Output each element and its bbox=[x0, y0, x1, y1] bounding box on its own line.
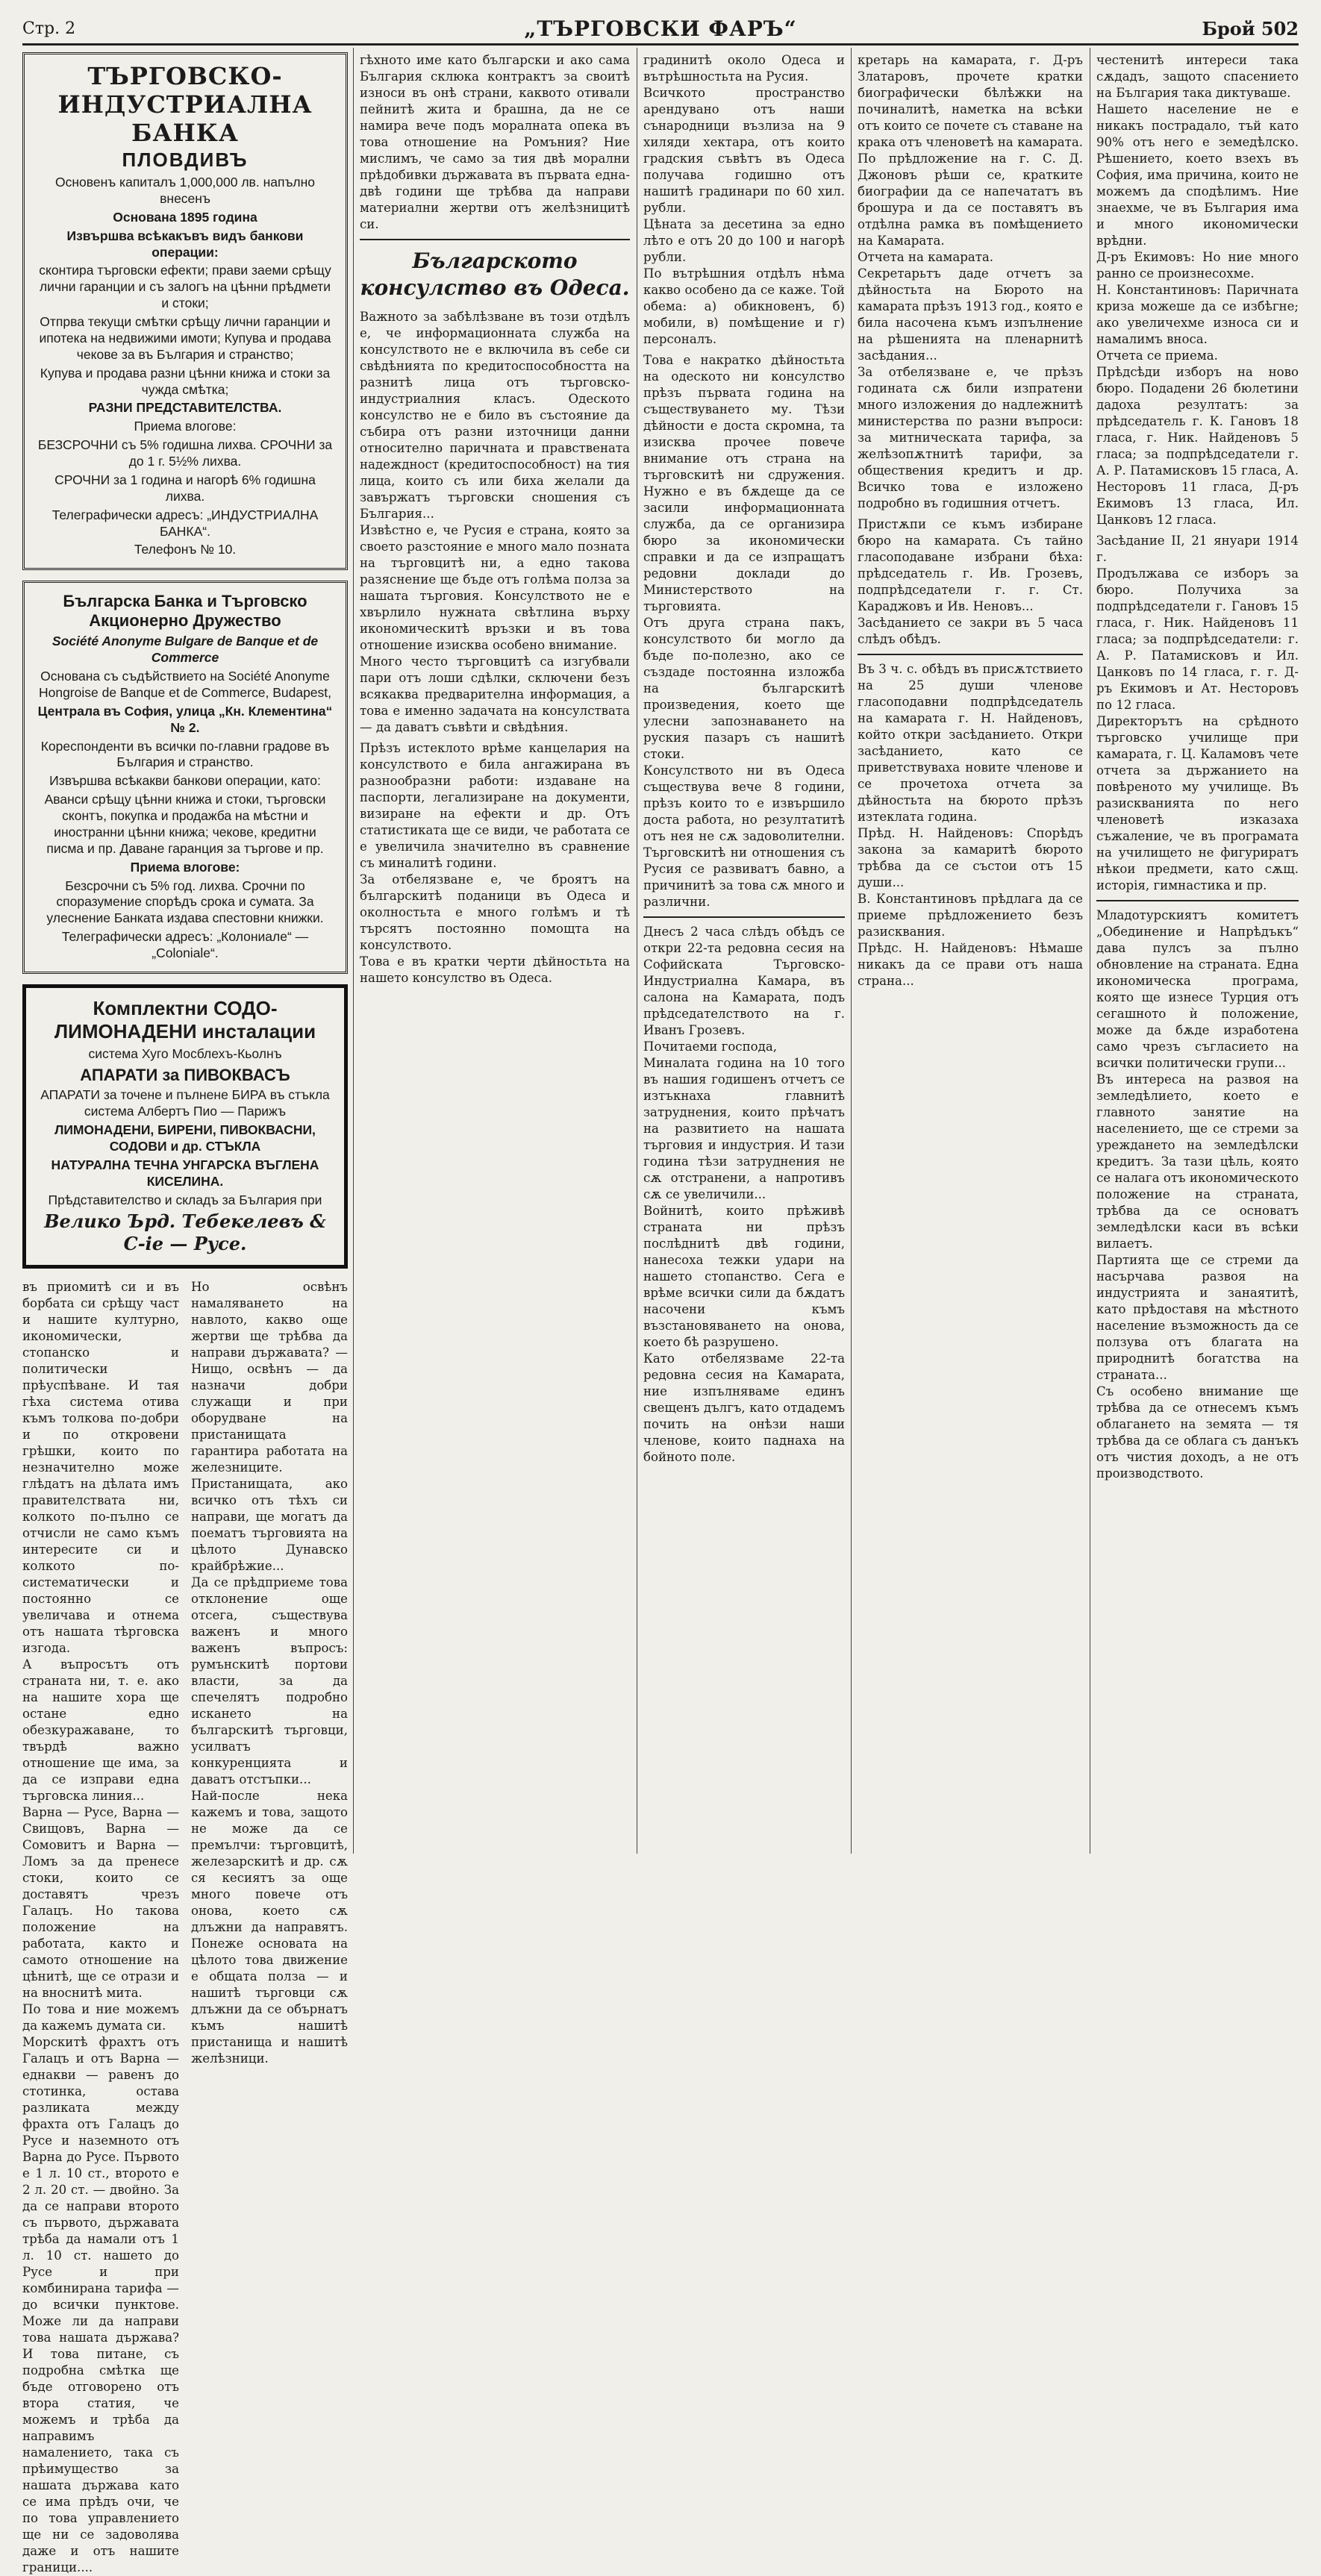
ad-city: ПЛОВДИВЪ bbox=[122, 149, 249, 171]
ad-title: ТЪРГОВСКО-ИНДУСТРИАЛНА БАНКА bbox=[57, 62, 313, 147]
column-4 bbox=[643, 52, 845, 1858]
article-text: въ приомитѣ си и въ борбата си срѣщу част и нашите културно, икономически, стопанско и политически прѣуспѣване. И тая гѣха система отива къмъ толкова по-добри и по откровени грѣшки, които по незначително може глѣдатъ на дѣлата имъ правителствата ни, колкото по-пълно се отчисли не само къмъ интересите си и колкото по-систематически и постоянно се увеличава и отнема отъ нашата тѣрговска изгода. А въпросътъ отъ страната ни, т. е. ако на нашите хора ще остане едно обезкуражаване, то твърдѣ важно отношение ще има, за да се изправи една търговска линия... Варна — Русе, Варна — Свищовъ, Варна — Сомовитъ и Варна — Ломъ за да пренесе стоки, които се доставятъ чрезъ Галацъ. Но такова положение на работата, както и самото отношение на цѣнитѣ, ще се отрази и на вноснитѣ мита. По това и ние можемъ да кажемъ думата си. Морскитѣ фрахтъ отъ Галацъ и отъ Варна — еднакви — равенъ до стотинка, остава разликата между фрахта отъ Галацъ до Русе и наземното отъ Варна до Русе. Първото е 1 л. 10 ст., второто е 2 л. 20 ст. — двойно. За да се направи второто съ първото, държавата трѣба да намали отъ 1 л. 10 ст. нашето до Русе и при комбинирана тарифа — до всички пунктове. Може ли да направи това нашата държава? И това питане, съ подробна смѣтка ще бъде отговорено отъ втора статия, че можемъ и трѣба да направимъ намалението, така съ прѣимущество за нашата държава като се има прѣдъ очи, че по това управлението ще ни се задоволява даже и отъ нашите граници.... bbox=[22, 1280, 179, 2575]
column-3: гѣхното име като български и ако сама България склюка контрактъ за своитѣ износи въ онѣ страни, каквото отивали пейнитѣ жита и брашна, да не се намира вече подъ моралната опека въ това отношение на Ромъния? Ние мислимъ, че само за тия двѣ морални прѣдобивки държавата въ първата една-двѣ години ще трѣбва да направи материални жертви отъ желѣзницитѣ си. Българското консулство въ Одеса. Важното за забѣлѣзване въ този отдѣлъ е, че информационната служба на консулството не е включила въ себе си свѣдѣнията по кредитоспособността на разнитѣ лица отъ търговско-индустриалния класъ. Одеското консулство не е било въ състояние да събира отъ разни източници данни относително паричната и правствената надеждност (кредитоспособност) на тия лица, които съ или биха желали да завържатъ търговски сношения съ България... Извѣстно е, че Русия е страна, която за своето разстояние е много мало позната на търговцитѣ ни, а едно такова разяснение ще бъде отъ голѣма полза за нашата търговия. Консулството не е хвърлило нужната свѣтлина върху икономическитѣ връзки и въ това отношение изисква особено внимание. Много често търговцитѣ са изгубвали пари отъ лоши сдѣлки, сключени безъ всякаква предварителна информация, а това е именно задачата на консулствата — да даватъ съвѣти и свѣдѣния. Прѣзъ истеклото врѣме канцелария на консулството е била ангажирана въ разнообразни работи: издаване на паспорти, легализиране на документи, визиране на ефекти и др. Отъ статистиката ще се види, че работата се е увеличила значително въ сравнение съ миналитѣ години. За отбелязване е, че броятъ на българскитѣ поданици въ Одеса и околностьта е много голѣмъ и тѣ търсятъ постоянно помощта на консулството. Това е въ кратки черти дѣйностьта на нашето консулство въ Одеса. bbox=[360, 53, 630, 985]
ad-line: Централа въ София, улица „Кн. Клементина“ № 2. bbox=[37, 703, 333, 735]
page-header bbox=[22, 13, 1299, 40]
ad-bulgarian-bank bbox=[22, 581, 348, 974]
ad-line: АПАРАТИ за ПИВОКВАСЪ bbox=[80, 1065, 290, 1084]
article-text: кретарь на камарата, г. Д-ръ Златаровъ, прочете кратки биографически бѣлѣжки на починалитѣ, наметка на всѣки отъ които се почете съ ставане на крака отъ членоветѣ на камарата. По прѣдложение на г. С. Д. Джоновъ рѣши се, кратките биографии да се напечататъ въ брошура и да се поставятъ въ отдѣлна рамка въ помѣщението на Камарата. Отчета на камарата. Секретарьтъ даде отчетъ за дѣйностьта на Бюрото на камарата прѣзъ 1913 год., която е била насочена къмъ изпълнение на рѣшенията на пленарнитѣ засѣдания... За отбелязване е, че прѣзъ годината сѫ били изпратени много изложения до надлежнитѣ министерства по разни въпроси: за митническата тарифа, за желѣзопѫтнитѣ тарифи, за обществения кредитъ и др. Всичко това е изложено подробно въ годишния отчетъ. bbox=[858, 53, 1083, 510]
column-divider bbox=[353, 48, 354, 1854]
ad-industrial-bank bbox=[22, 52, 348, 570]
ad-line: Основана 1895 година bbox=[113, 209, 257, 225]
ad-line: НАТУРАЛНА ТЕЧНА УНГАРСКА ВЪГЛЕНА КИСЕЛИНА. bbox=[51, 1157, 319, 1189]
ad-line: Кореспонденти въ всички по-главни градове въ България и странство. bbox=[40, 738, 330, 770]
article-text: честенитѣ интереси така сѫдадъ, защото спасението на България така диктуваше. Нашето население не е никакъ пострадало, тъй като 90% отъ него е земедѣлско. Рѣшението, което взехъ въ София, има причина, които не можемъ да сподѣлимъ. Ние знаехме, че въ България има и много икономически врѣдни. Д-ръ Екимовъ: Но ние много ранно се произнесохме. Н. Константиновъ: Паричната криза можеше да се избѣгне; ако увеличехме износа си и намалимъ вноса. Отчета се приема. Прѣдсѣди изборъ на ново бюро. Подадени 26 бюлетини дадоха резултатъ: за прѣдседатель г. К. Гановъ 18 гласа, г. Ник. Найденовъ 5 гласа; за подпрѣдседатели г. А. Р. Патамисковъ 15 гласа, А. Несторовъ 11 гласа, Д-ръ Екимовъ 13 гласа, Ил. Цанковъ 12 гласа. bbox=[1096, 53, 1299, 527]
article-text: Засѣдание II, 21 януари 1914 г. Продължава се изборъ за бюро. Получиха за подпрѣдседатели г. Гановъ 15 гласа, г. Ник. Найденовъ 11 гласа; за подпрѣдседатели: г. А. Р. Патамисковъ и Ил. Цанковъ по 14 гласа, г. г. Д-ръ Екимовъ и Ат. Несторовъ по 12 гласа. Директорътъ на срѣдното търговско училище при камарата, г. Ц. Каламовъ чете отчета за държанието на повѣреното му училище. Въ разискванията по него членоветѣ изказаха съжаление, че въ програмата на училището не фигуриратъ нѣкои предмети, като сѫщ. исторія, гимнастика и пр. bbox=[1096, 534, 1299, 892]
article-text: Въ 3 ч. с. обѣдъ въ присѫтствието на 25 души членове гласоподавни подпрѣдседатель на камарата г. Н. Найденовъ, който откри засѣданието. Откри засѣданието, като се приветствуваха новите членове и се прочетоха отчета за дѣйностьта на бюрото прѣзъ изтеклата година. Прѣд. Н. Найденовъ: Спорѣдъ закона за камаритѣ бюрото трѣбва да се състои отъ 15 души... В. Константиновъ прѣдлага да се приеме прѣдложението безъ разисквания. Прѣдс. Н. Найденовъ: Нѣмаше никакъ да се прави отъ наша страна... bbox=[858, 662, 1083, 988]
ad-line: БЕЗСРОЧНИ съ 5% годишна лихва. СРОЧНИ за до 1 г. 5½% лихва. bbox=[37, 437, 333, 469]
header-rule bbox=[22, 43, 1299, 46]
ad-line: АПАРАТИ за точене и пълнене БИРА въ стъкла система Албертъ Пио — Парижъ bbox=[40, 1087, 330, 1119]
ad-title: Комплектни СОДО-ЛИМОНАДЕНИ инсталации bbox=[54, 996, 316, 1042]
ad-line: РАЗНИ ПРЕДСТАВИТЕЛСТВА. bbox=[88, 400, 282, 416]
page-number: Стр. 2 bbox=[22, 19, 76, 38]
ad-line: Приема влогове: bbox=[134, 419, 237, 434]
divider bbox=[643, 916, 845, 918]
article-text: Но освѣнъ намаляването на навлото, какво още жертви ще трѣбва да направи държавата? — Нищо, освѣнъ — да назначи добри служащи и при оборудване на пристанищата гарантира работата на железниците. Пристанищата, ако всичко отъ тѣхъ си направи, ще могатъ да поематъ търговията на цѣлото Дунавско крайбрѣжие... Да се прѣдприеме това отклонение още отсега, съществува важенъ и много важенъ въпросъ: румънскитѣ портови власти, за да спечелятъ подробно искането на българскитѣ търговци, усилватъ конкуренцията и даватъ отстъпки... Най-после нека кажемъ и това, защото не може да се премълчи: търговцитѣ, железарскитѣ и др. сѫ ся кесиятъ за още много повече отъ онова, което сѫ длъжни да направятъ. Понеже основата на цѣлото това движение е общата полза — и нашитѣ търговци сѫ длъжни да се обърнатъ къмъ нашитѣ пристанища и нашитѣ желѣзници. bbox=[191, 1280, 348, 2066]
ad-line: СРОЧНИ за 1 година и нагорѣ 6% годишна лихва. bbox=[54, 472, 316, 504]
column-divider bbox=[851, 48, 852, 1854]
column-6 bbox=[1096, 52, 1299, 1858]
ad-line: Телефонъ № 10. bbox=[134, 542, 237, 557]
issue-number: Брой 502 bbox=[1202, 18, 1299, 40]
ad-line: Велико Ърд. Тебекелевъ & С-ie — Русе. bbox=[44, 1210, 326, 1255]
ad-line: система Хуго Мосблехъ-Кьолнъ bbox=[88, 1045, 282, 1061]
ad-line: Приема влогове: bbox=[130, 859, 240, 875]
ad-line: Извършва всѣкакъвъ видъ банкови операции: bbox=[66, 228, 304, 260]
column-1 bbox=[22, 52, 348, 2575]
article-text: гѣхното име като български и ако сама България склюка контрактъ за своитѣ износи въ онѣ страни, каквото отивали пейнитѣ жита и брашна, да не се намира вече подъ моралната опека въ това отношение на Ромъния? Ние мислимъ, че само за тия двѣ морални прѣдобивки държавата въ първата една-двѣ години ще трѣбва да направи материални жертви отъ желѣзницитѣ си. bbox=[360, 53, 630, 231]
ad-line: Прѣдставителство и складъ за България при bbox=[48, 1192, 322, 1207]
divider bbox=[360, 239, 630, 240]
ad-line: Телеграфически адресъ: „Колониале“ — „Coloniale“. bbox=[61, 929, 309, 960]
ad-line: сконтира търговски ефекти; прави заеми срѣщу лични гаранции и съ залогъ на цѣнни прѣдмети и стоки; bbox=[39, 263, 331, 311]
ad-line: Аванси срѣщу цѣнни книжа и стоки, търговски сконтъ, покупка и продажба на мѣстни и иностранни цѣнни книжа; чекове, кредитни писма и пр. Даване гаранция за търгове и пр. bbox=[44, 792, 326, 856]
ad-soda-installations bbox=[22, 984, 348, 1269]
ad-title: Българска Банка и Търговско Акционерно Дружество bbox=[63, 592, 307, 631]
article-text: Младотурскиятъ комитетъ „Обединение и Напрѣдъкъ“ дава пулсъ за пълно обновление на страната. Една икономическа програма, която ще изнесе Турция отъ сегашното ѝ положение, може да бѫде изработена само чрезъ съгласието на всички политически групи... Въ интереса на развоя на земледѣлието, което е главното занятие на населението, ще се стреми за уреждането на земледѣлски кредитъ. За тази цѣль, която се налага отъ икономическото положение на страната, трѣбва да се основатъ земледѣлски каси въ всѣки вилаетъ. Партията ще се стреми да насърчава развоя на индустрията и занаятитѣ, като прѣдоставя на мѣстното население възможность да се ползува отъ благата на природнитѣ богатства на страната... Съ особено внимание ще трѣбва да се отнесемъ къмъ облагането на земята — тя трѣбва да се облага съ данъкъ отъ чистия доходъ, а не отъ производството. bbox=[1096, 908, 1299, 1481]
article-text: Прѣзъ истеклото врѣме канцелария на консулството е била ангажирана въ разнообразни работи: издаване на паспорти, легализиране на документи, визиране на ефекти и др. Отъ статистиката ще се види, че работата се е увеличила значително въ сравнение съ миналитѣ години. За отбелязване е, че броятъ на българскитѣ поданици въ Одеса и околностьта е много голѣмъ и тѣ търсятъ постоянно помощта на консулството. Това е въ кратки черти дѣйностьта на нашето консулство въ Одеса. bbox=[360, 741, 630, 985]
ad-line: Телеграфически адресъ: „ИНДУСТРИАЛНА БАНКА“. bbox=[51, 507, 319, 539]
divider bbox=[1096, 900, 1299, 901]
ad-subtitle: Société Anonyme Bulgare de Banque et de Commerce bbox=[51, 634, 319, 666]
article-text: градинитѣ около Одеса и вътрѣшностьта на Русия. Всичкото пространство арендувано отъ наши сънародници възлиза на 9 хиляди хектара, отъ които градския съвѣтъ въ Одеса получава годишно отъ нашитѣ градинари по 60 хил. рубли. Цѣната за десетина за едно лѣто е отъ 20 до 100 и нагорѣ рубли. По вътрѣшния отдѣлъ нѣма какво особено да се каже. Той обема: а) обикновенъ, б) мобили, в) помѣщение и г) персоналъ. bbox=[643, 53, 845, 346]
ad-line: Извършва всѣкакви банкови операции, като: bbox=[49, 773, 321, 789]
ad-line: Основенъ капиталъ 1,000,000 лв. напълно внесенъ bbox=[54, 175, 315, 206]
newspaper-title: „ТЪРГОВСКИ ФАРЪ“ bbox=[524, 16, 797, 41]
ad-line: ЛИМОНАДЕНИ, БИРЕНИ, ПИВОКВАСНИ, СОДОВИ и др. СТЪКЛА bbox=[54, 1122, 316, 1154]
divider bbox=[858, 654, 1083, 655]
ad-line: Безсрочни съ 5% год. лихва. Срочни по споразумение спорѣдъ срока и сумата. За улеснение Банката издава спестовни книжки. bbox=[46, 878, 324, 926]
ad-line: Купува и продава разни цѣнни книжа и стоки за чужда смѣтка; bbox=[40, 365, 331, 397]
ad-line: Основана съ съдѣйствието на Société Anonyme Hongroise de Banque et de Commerce, Budapest, bbox=[38, 669, 332, 700]
column-5 bbox=[858, 52, 1083, 1858]
ad-line: Отпрва текущи смѣтки срѣщу лични гаранции и ипотека на недвижими имоти; Купува и продава чекове за въ България и странство; bbox=[39, 314, 331, 362]
article-text: Пристѫпи се къмъ избиране бюро на камарата. Съ тайно гласоподаване избрани бѣха: прѣдседатель г. Ив. Грозевъ, подпрѣдседатели г. г. Ст. Караджовъ и Ив. Неновъ... Засѣданието се закри въ 5 часа слѣдъ обѣдъ. bbox=[858, 517, 1083, 646]
article-text: Важното за забѣлѣзване въ този отдѣлъ е, че информационната служба на консулството не е включила въ себе си свѣдѣнията по кредитоспособността на разнитѣ лица отъ търговско-индустриалния класъ. Одеското консулство не е било въ състояние да събира отъ разни източници данни относително паричната и правствената надеждност (кредитоспособност) на тия лица, които съ или биха желали да завържатъ търговски сношения съ България... Извѣстно е, че Русия е страна, която за своето разстояние е много мало позната на търговцитѣ ни, а едно такова разяснение ще бъде отъ голѣма полза за нашата търговия. Консулството не е хвърлило нужната свѣтлина върху икономическитѣ връзки и въ това отношение изисква особено внимание. Много често търговцитѣ са изгубвали пари отъ лоши сдѣлки, сключени безъ всякаква предварителна информация, а това е именно задачата на консулствата — да даватъ съвѣти и свѣдѣния. bbox=[360, 310, 630, 734]
article-text: Днесъ 2 часа слѣдъ обѣдъ се откри 22-та редовна сесия на Софийската Търговско-Индустриална Камара, въ салона на Камарата, подъ прѣдседателството на г. Иванъ Грозевъ. Почитаеми господа, Миналата година на 10 того въ нашия годишенъ отчетъ се изтъкнаха главнитѣ затруднения, които прѣчатъ на развитието на нашата търговия и индустрия. И тази година тѣзи затруднения не сѫ отстранени, а напротивъ сѫ се увеличили... Войнитѣ, които прѣживѣ страната ни прѣзъ послѣднитѣ двѣ години, нанесоха тежки удари на нашето стопанство. Сега е врѣме всички сили да бѫдатъ насочени къмъ възстановяването на онова, което бѣ разрушено. Като отбелязваме 22-та редовна сесия на Камарата, ние изпълняваме единъ свещенъ дългъ, като отдадемъ почить на онѣзи наши членове, които паднаха на бойното поле. bbox=[643, 925, 845, 1464]
article-text: Това е накратко дѣйностьта на одеското ни консулство прѣзъ първата година на съществуването му. Тѣзи дѣйности е доста скромна, та изисква прочее повече внимание отъ страна на търговскитѣ ни сдружения. Нужно е въ бѫдеще да се засили информационната служба, да се организира бюро за икономически справки и да се изпращатъ редовни доклади до Министерството на търговията. Отъ друга страна пакъ, консулството би могло да бъде по-полезно, ако се създаде постоянна изложба на българскитѣ произведения, което ще улесни запознаването на руския пазаръ съ нашитѣ стоки. Консулството ни въ Одеса съществува вече 8 години, прѣзъ които то е извършило доста работа, но резултатитѣ отъ нея не сѫ задоволителни. Търговскитѣ ни отношения съ Русия се развиватъ бавно, а причинитѣ за това сѫ много и различни. bbox=[643, 353, 845, 909]
